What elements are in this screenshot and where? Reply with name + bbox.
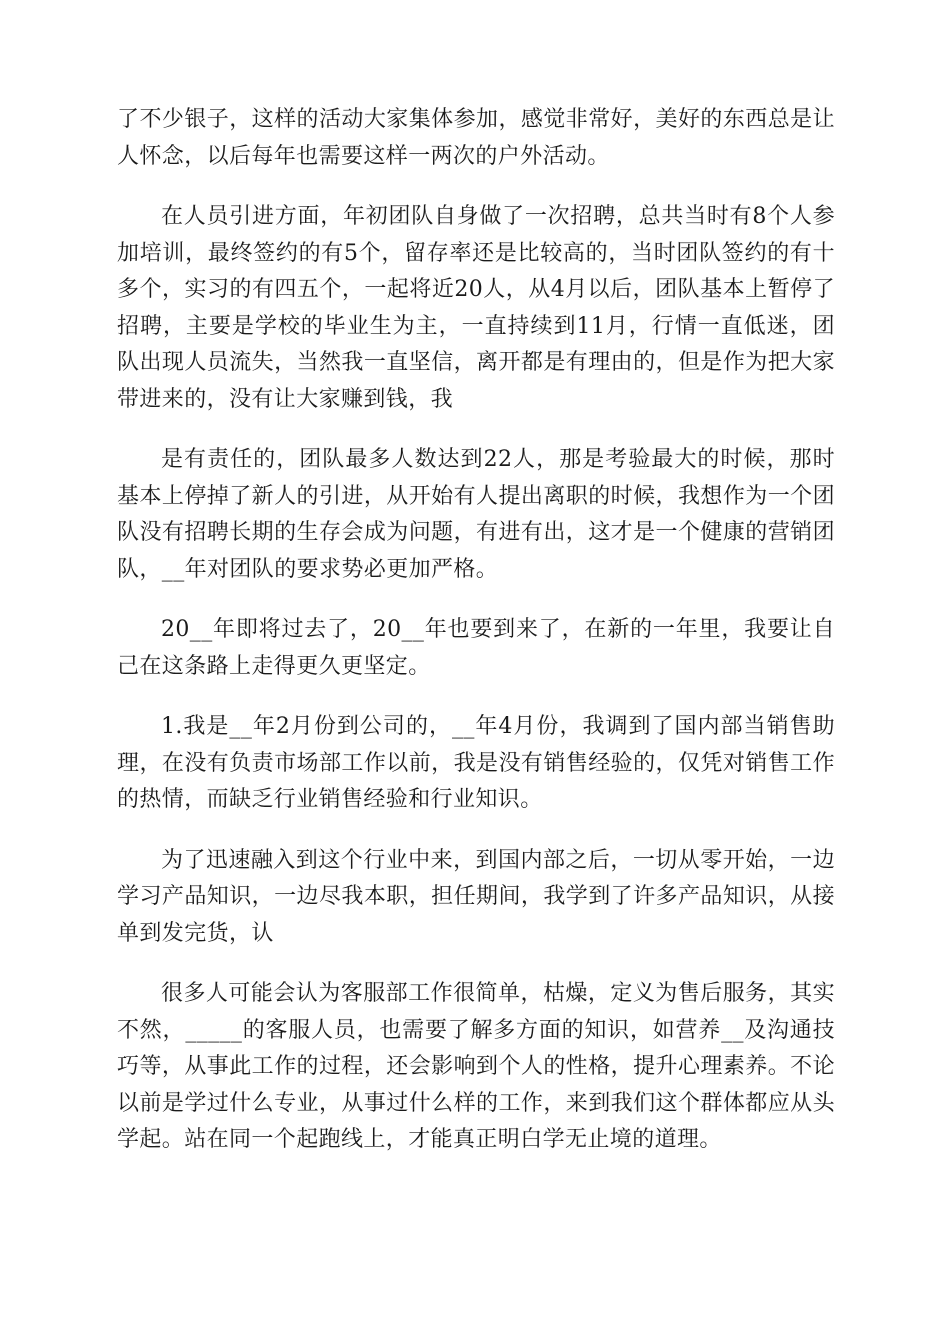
document-body xyxy=(117,102,835,1183)
paragraph-2: 在人员引进方面，年初团队自身做了一次招聘，总共当时有8个人参加培训，最终签约的有5个，留存率还是比较高的，当时团队签约的有十多个，实习的有四五个，一起将近20人，从4月以后，团队基本上暂停了招聘，主要是学校的毕业生为主，一直持续到11月，行情一直低迷，团队出现人员流失，当然我一直坚信，离开都是有理由的，但是作为把大家带进来的，没有让大家赚到钱，我 xyxy=(117,204,835,412)
paragraph-4: 20__年即将过去了，20__年也要到来了，在新的一年里，我要让自己在这条路上走得更久更坚定。 xyxy=(117,617,835,679)
paragraph-6: 为了迅速融入到这个行业中来，到国内部之后，一切从零开始，一边学习产品知识，一边尽我本职，担任期间，我学到了许多产品知识，从接单到发完货，认 xyxy=(117,847,835,946)
paragraph-3: 是有责任的，团队最多人数达到22人，那是考验最大的时候，那时基本上停掉了新人的引进，从开始有人提出离职的时候，我想作为一个团队没有招聘长期的生存会成为问题，有进有出，这才是一个健康的营销团队，__年对团队的要求势必更加严格。 xyxy=(117,447,835,582)
paragraph-5: 1.我是__年2月份到公司的，__年4月份，我调到了国内部当销售助理，在没有负责市场部工作以前，我是没有销售经验的，仅凭对销售工作的热情，而缺乏行业销售经验和行业知识。 xyxy=(117,714,835,812)
paragraph-1: 了不少银子，这样的活动大家集体参加，感觉非常好，美好的东西总是让人怀念，以后每年也需要这样一两次的户外活动。 xyxy=(117,107,835,169)
paragraph-7: 很多人可能会认为客服部工作很简单，枯燥，定义为售后服务，其实不然，_____的客服人员，也需要了解多方面的知识，如营养__及沟通技巧等，从事此工作的过程，还会影响到个人的性格，提升心理素养。不论以前是学过什么专业，从事过什么样的工作，来到我们这个群体都应从头学起。站在同一个起跑线上，才能真正明白学无止境的道理。 xyxy=(117,981,835,1152)
